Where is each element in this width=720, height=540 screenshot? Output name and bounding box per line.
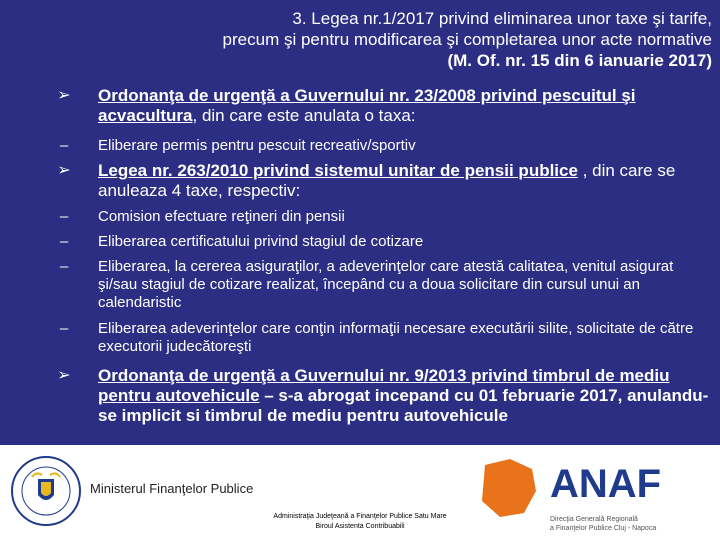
header-line-3: (M. Of. nr. 15 din 6 ianuarie 2017) (447, 51, 712, 70)
header-line-2: precum şi pentru modificarea şi completarea unor acte normative (222, 30, 712, 49)
slide-header (72, 8, 712, 71)
dash-bullet: – (59, 208, 69, 225)
footer-caption (200, 512, 520, 532)
law-title: Ordonanţa de urgenţă a Guvernului nr. 23/2008 privind pescuitul şi acvacultura (98, 86, 636, 125)
arrow-bullet-icon: ➢ (57, 367, 71, 384)
anaf-logo-text: ANAF (550, 462, 662, 506)
law-title: Ordonanţa de urgenţă a Guvernului nr. 9/2013 privind timbrul de mediu pentru autovehicule (98, 366, 670, 405)
sub-item-text: Eliberarea adeverinţelor care conţin informaţii necesare executării silite, solicitate de către executorii judecătoreşti (98, 320, 694, 355)
ministry-name: Ministerul Finanţelor Publice (90, 481, 254, 496)
dash-bullet: – (59, 320, 69, 337)
arrow-bullet-icon: ➢ (57, 162, 71, 179)
footer-caption-line-1: Administraţia Judeţeană a Finanţelor Publice Satu Mare (273, 513, 447, 520)
anaf-subtitle-1: Direcţia Generală Regională (550, 516, 638, 523)
header-line-1: 3. Legea nr.1/2017 privind eliminarea unor taxe şi tarife, (292, 9, 712, 28)
sub-item-text: Eliberarea, la cererea asiguraţilor, a adeverinţelor care atestă calitatea, venitul asigurat şi/sau stagiul de cotizare realizat, începând cu a doua solicitare din cursul unui an calendaristic (98, 258, 674, 311)
romania-map-icon (482, 459, 536, 517)
sub-item-text: Comision efectuare reţineri din pensii (98, 208, 345, 225)
footer-caption-line-2: Biroul Asistenta Contribuabili (315, 523, 405, 530)
footer (0, 445, 720, 540)
law-description: – s-a abrogat incepand cu 01 februarie 2017, anulandu-se implicit si timbrul de mediu pentru autovehicule (98, 386, 709, 425)
romania-coat-of-arms-icon (10, 455, 82, 527)
law-description: , din care se anuleaza 4 taxe, respectiv: (98, 161, 676, 200)
law-title: Legea nr. 263/2010 privind sistemul unitar de pensii publice (98, 161, 578, 180)
dash-bullet: – (59, 233, 69, 250)
dash-bullet: – (59, 258, 69, 275)
anaf-subtitle-2: a Finanţelor Publice Cluj - Napoca (550, 525, 657, 532)
sub-item-text: Eliberare permis pentru pescuit recreativ/sportiv (98, 137, 416, 154)
sub-item-text: Eliberarea certificatului privind stagiul de cotizare (98, 233, 424, 250)
law-description: , din care este anulata o taxa: (192, 106, 416, 125)
dash-bullet: – (59, 137, 69, 154)
arrow-bullet-icon: ➢ (57, 87, 71, 104)
